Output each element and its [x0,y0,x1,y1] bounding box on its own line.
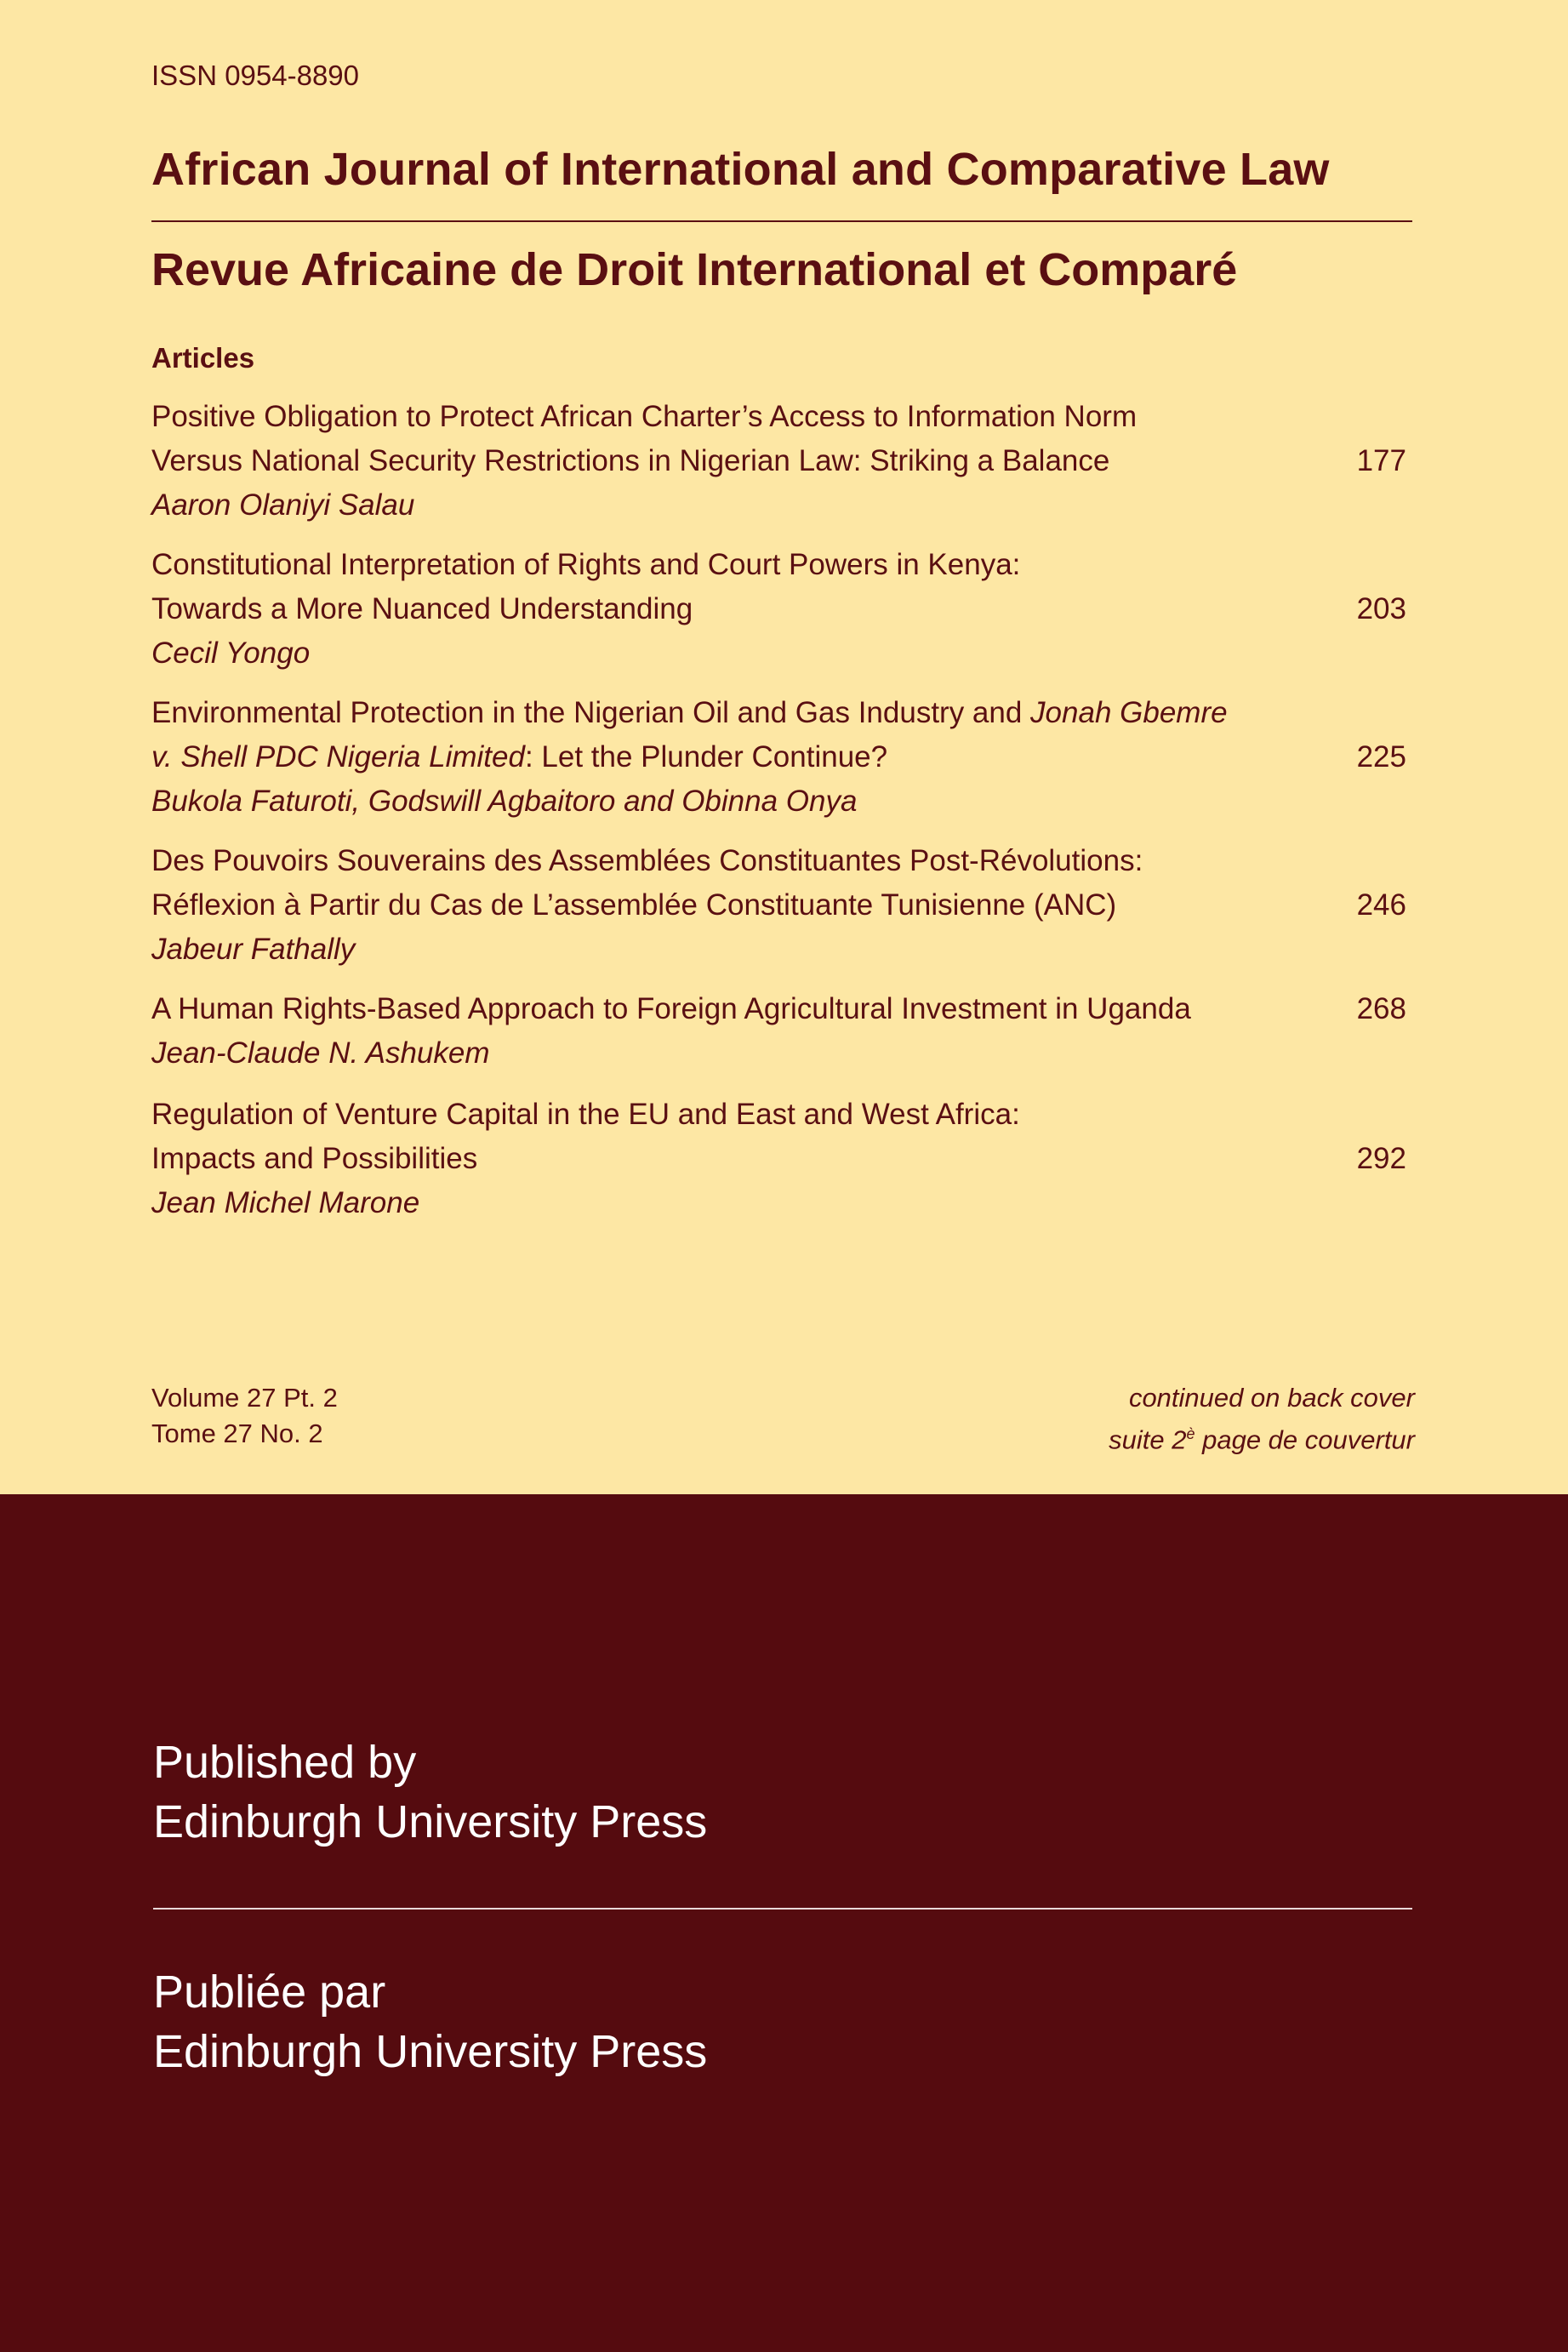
article-title-line [151,691,1406,735]
continued-notice [1109,1380,1415,1458]
article-title-line: Versus National Security Restrictions in Nigerian Law: Striking a Balance [151,444,1110,477]
cover-bottom-panel [0,1494,1568,2352]
journal-title-english: African Journal of International and Comparative Law [151,144,1330,195]
continued-english: continued on back cover [1128,1383,1415,1413]
article-entry[interactable] [151,839,1406,972]
article-entry[interactable] [151,395,1406,528]
article-author: Jean Michel Marone [151,1186,420,1219]
article-entry[interactable] [151,1093,1406,1225]
journal-title-french: Revue Africaine de Droit International et Comparé [151,244,1238,295]
article-title-text: Environmental Protection in the Nigerian Oil and Gas Industry and [151,696,1031,729]
case-name-text: v. Shell PDC Nigeria Limited [151,740,525,774]
article-author: Bukola Faturoti, Godswill Agbaitoro and Obinna Onya [151,785,858,818]
article-entry[interactable] [151,987,1406,1076]
article-author: Jabeur Fathally [151,933,356,966]
continued-french-suffix: page de couvertur [1195,1424,1415,1455]
article-page-number: 292 [1356,1142,1406,1175]
publisher-name: Edinburgh University Press [153,1796,708,1847]
publisher-divider [153,1908,1412,1910]
case-name-text: Jonah Gbemre [1030,696,1228,729]
article-title-line: Réflexion à Partir du Cas de L’assemblée Constituante Tunisienne (ANC) [151,888,1117,922]
continued-french [1109,1416,1415,1458]
volume-english: Volume 27 Pt. 2 [151,1383,338,1413]
article-page-number: 268 [1356,992,1406,1025]
article-author: Aaron Olaniyi Salau [151,488,415,522]
volume-french: Tome 27 No. 2 [151,1419,323,1448]
continued-french-prefix: suite 2 [1109,1424,1187,1455]
article-title-line: Regulation of Venture Capital in the EU and East and West Africa: [151,1098,1020,1131]
article-title-line: Impacts and Possibilities [151,1142,478,1175]
continued-french-superscript: è [1186,1425,1195,1442]
article-page-number: 203 [1356,592,1406,625]
articles-heading: Articles [151,342,255,374]
article-title-line: A Human Rights-Based Approach to Foreign Agricultural Investment in Uganda [151,992,1191,1025]
article-title-text: : Let the Plunder Continue? [524,740,888,774]
issn: ISSN 0954-8890 [151,60,360,91]
article-author: Jean-Claude N. Ashukem [151,1036,490,1070]
article-entry[interactable] [151,691,1406,824]
article-title-line: Positive Obligation to Protect African Charter’s Access to Information Norm [151,400,1138,433]
article-title-line: Towards a More Nuanced Understanding [151,592,693,625]
article-title-line: Des Pouvoirs Souverains des Assemblées Constituantes Post-Révolutions: [151,844,1143,877]
published-by-label: Published by [153,1737,417,1788]
publisher-name-french: Edinburgh University Press [153,2026,708,2077]
publisher-english [153,1733,707,1852]
article-title-line: Constitutional Interpretation of Rights and Court Powers in Kenya: [151,548,1021,581]
article-author: Cecil Yongo [151,637,311,670]
article-page-number: 246 [1356,888,1406,922]
article-entry[interactable] [151,543,1406,676]
published-by-label-french: Publiée par [153,1967,386,2018]
article-title-line [151,735,1406,779]
title-divider [151,220,1412,222]
article-page-number: 225 [1356,740,1406,774]
volume-info [151,1380,338,1452]
article-page-number: 177 [1356,444,1406,477]
publisher-french [153,1962,707,2081]
